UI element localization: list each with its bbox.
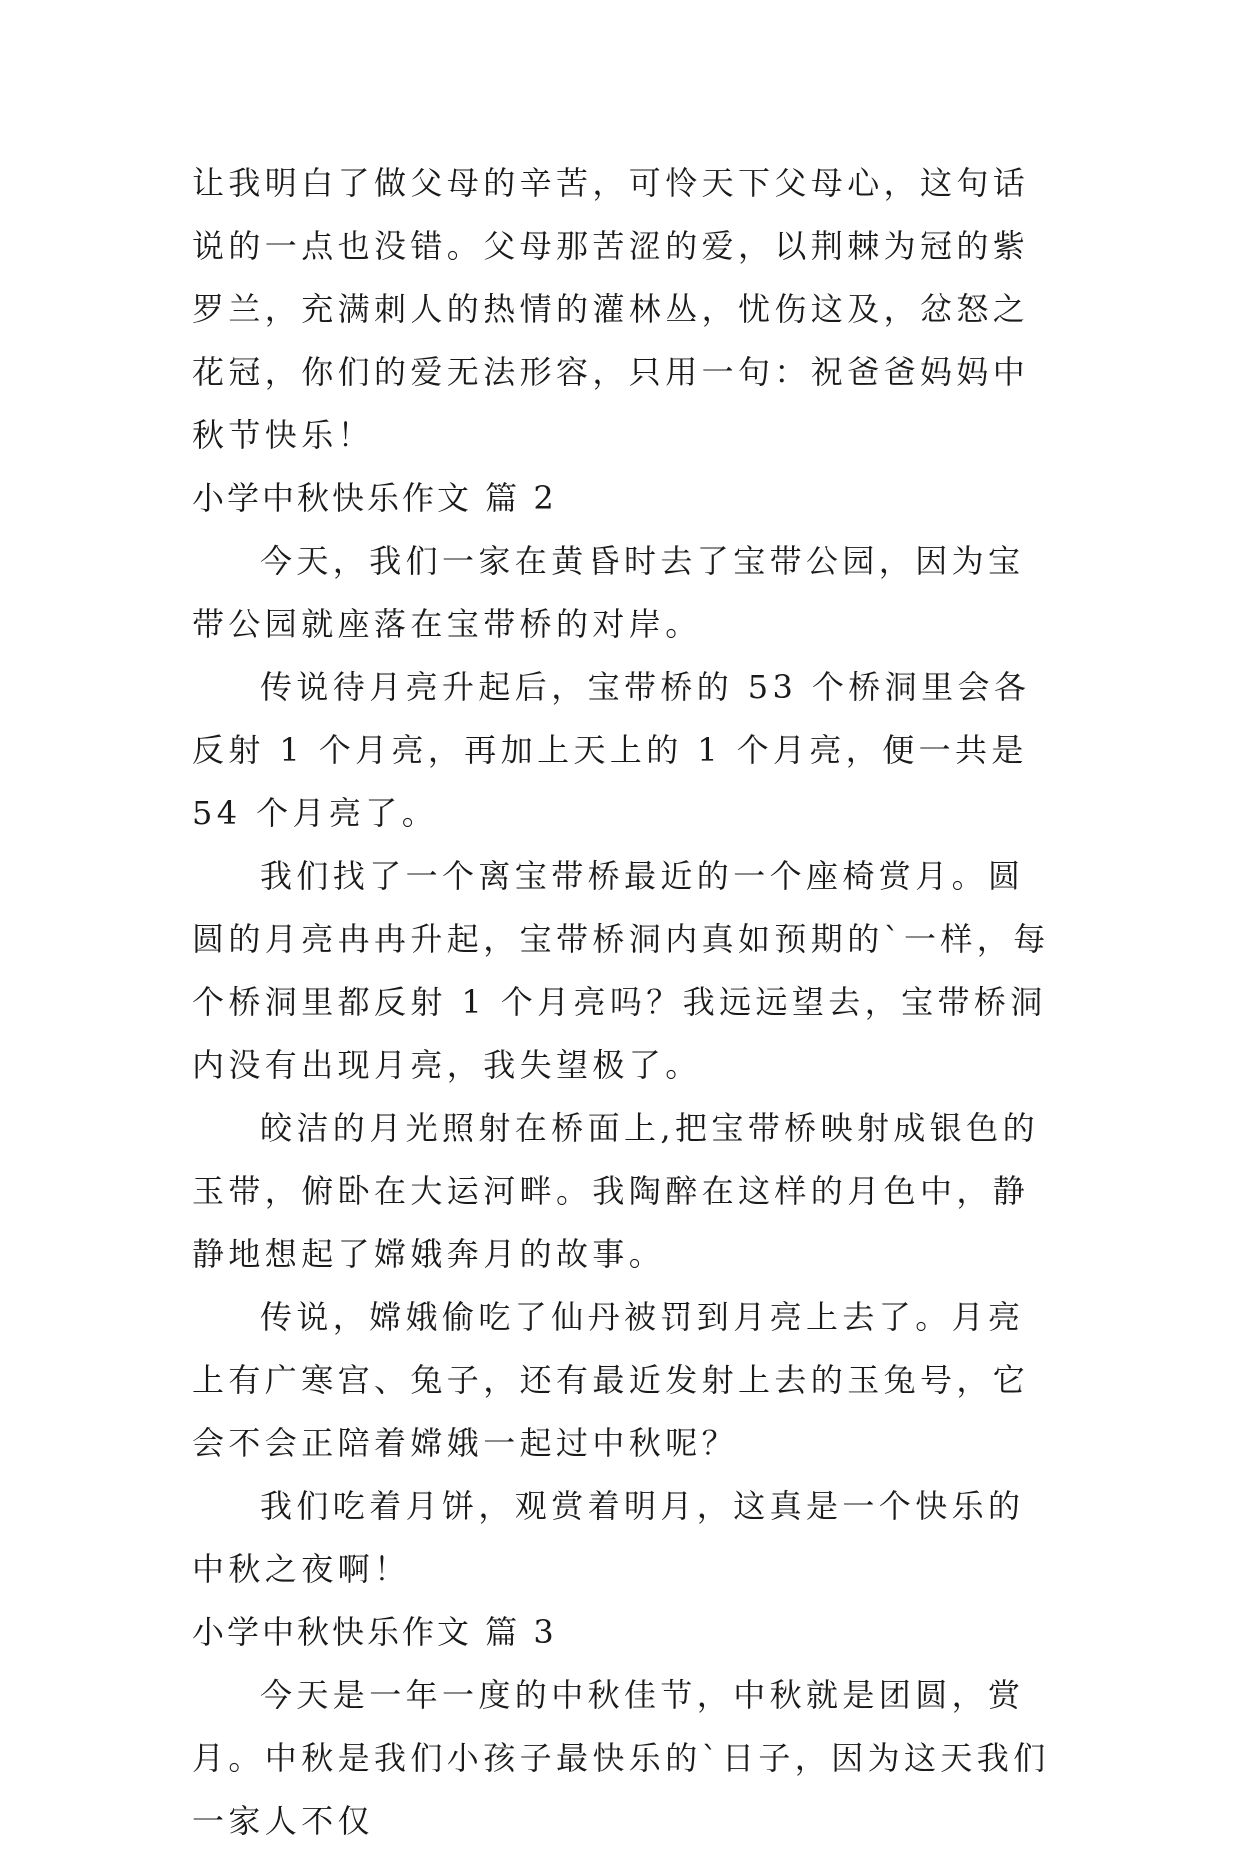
document-body — [192, 152, 1052, 1853]
section-heading-3: 小学中秋快乐作文 篇 3 — [192, 1613, 557, 1651]
paragraph-3-1: 今天是一年一度的中秋佳节，中秋就是团圆，赏月。中秋是我们小孩子最快乐的`日子，因为这天我们一家人不仅 — [192, 1676, 1050, 1840]
paragraph-2-2: 传说待月亮升起后，宝带桥的 53 个桥洞里会各反射 1 个月亮，再加上天上的 1 个月亮，便一共是 54 个月亮了。 — [192, 668, 1031, 832]
paragraph-2-6: 我们吃着月饼，观赏着明月，这真是一个快乐的中秋之夜啊！ — [192, 1487, 1025, 1588]
paragraph-2-3: 我们找了一个离宝带桥最近的一个座椅赏月。圆圆的月亮冉冉升起，宝带桥洞内真如预期的`一样，每个桥洞里都反射 1 个月亮吗？我远远望去，宝带桥洞内没有出现月亮，我失望极了。 — [192, 857, 1050, 1084]
paragraph-2-4: 皎洁的月光照射在桥面上,把宝带桥映射成银色的玉带，俯卧在大运河畔。我陶醉在这样的月色中，静静地想起了嫦娥奔月的故事。 — [192, 1109, 1039, 1273]
paragraph-2-1: 今天，我们一家在黄昏时去了宝带公园，因为宝带公园就座落在宝带桥的对岸。 — [192, 542, 1025, 643]
section-heading-2: 小学中秋快乐作文 篇 2 — [192, 479, 557, 517]
paragraph-intro-continuation: 让我明白了做父母的辛苦，可怜天下父母心，这句话说的一点也没错。父母那苦涩的爱，以荆棘为冠的紫罗兰，充满刺人的热情的灌林丛，忧伤这及，忿怒之花冠，你们的爱无法形容，只用一句：祝爸爸妈妈中秋节快乐！ — [192, 164, 1030, 454]
paragraph-2-5: 传说，嫦娥偷吃了仙丹被罚到月亮上去了。月亮上有广寒宫、兔子，还有最近发射上去的玉兔号，它会不会正陪着嫦娥一起过中秋呢？ — [192, 1298, 1030, 1462]
